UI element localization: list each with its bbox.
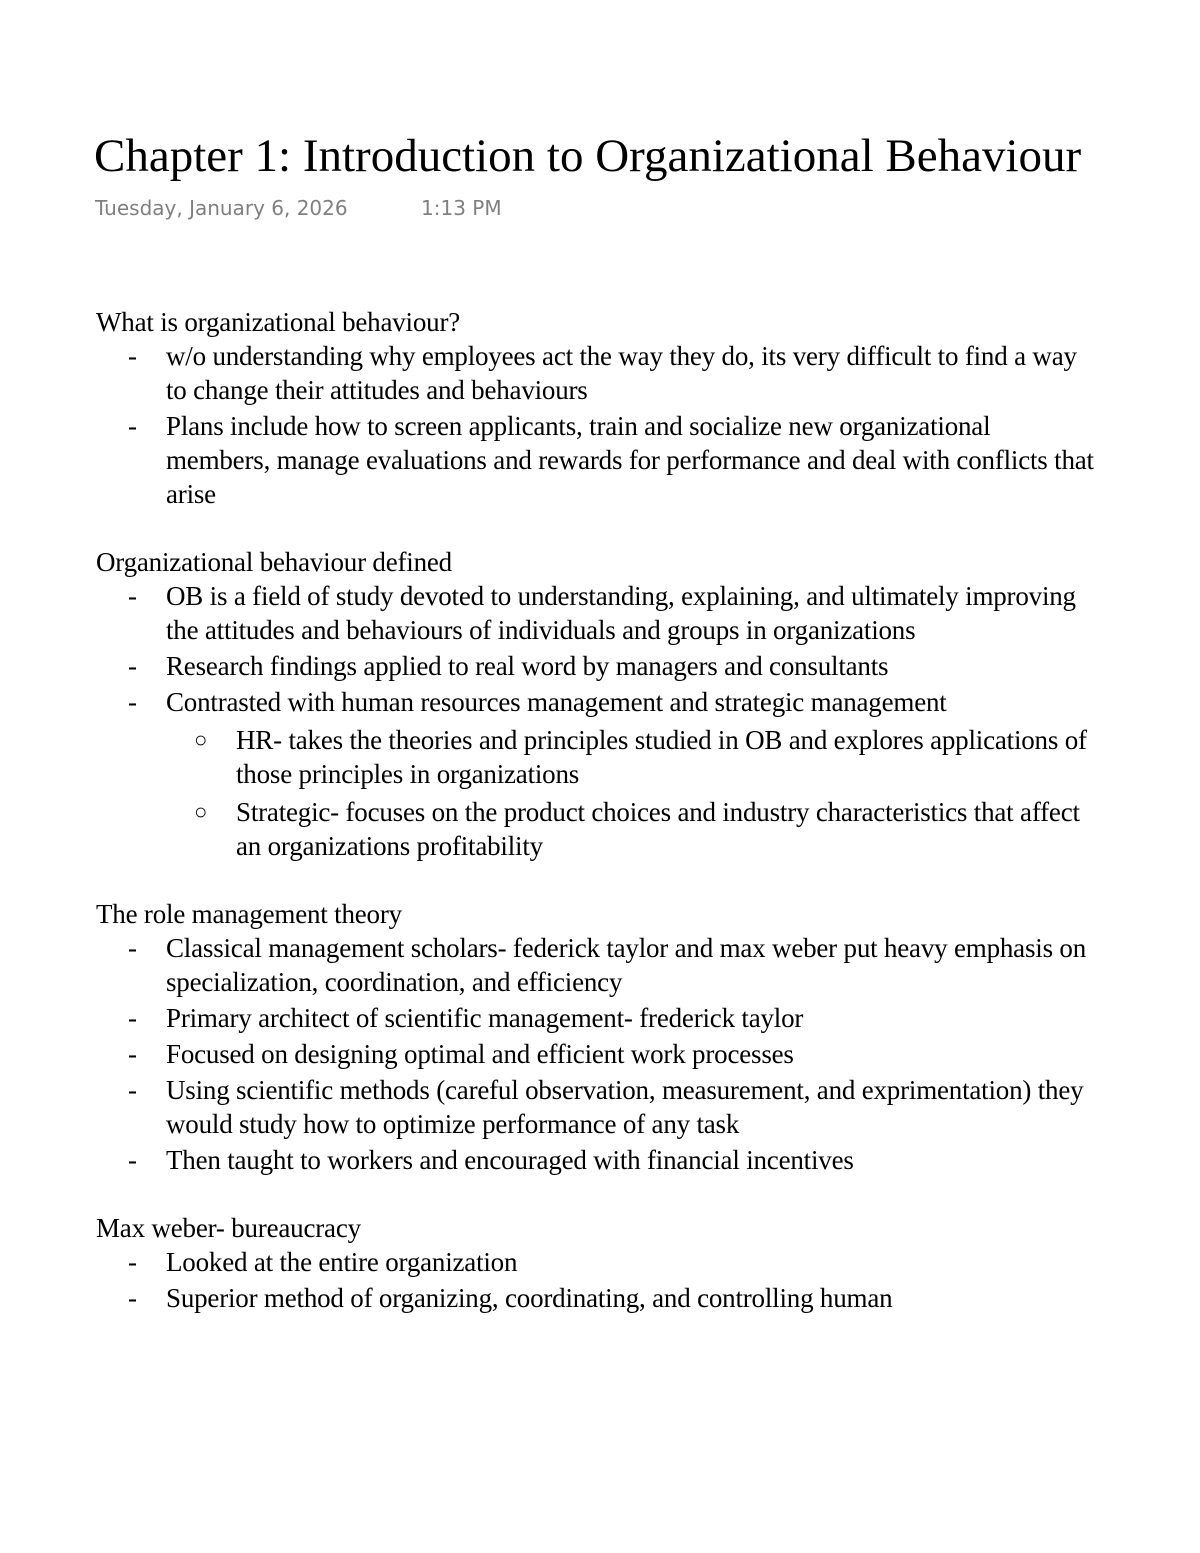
sub-list-item-text: Strategic- focuses on the product choices and industry characteristics that affect an organizations profitability — [236, 797, 1080, 861]
note-section — [96, 1211, 1096, 1315]
bullet-list — [96, 1245, 1096, 1315]
list-item-text: Using scientific methods (careful observation, measurement, and exprimentation) they would study how to optimize performance of any task — [166, 1075, 1084, 1139]
section-heading: Max weber- bureaucracy — [96, 1213, 361, 1243]
dash-bullet: - — [128, 341, 137, 371]
list-item-text: Classical management scholars- federick taylor and max weber put heavy emphasis on specialization, coordination, and efficiency — [166, 933, 1087, 997]
list-item — [96, 1073, 1096, 1141]
note-timestamp — [95, 194, 502, 222]
list-item — [96, 1281, 1096, 1315]
sub-list-item — [166, 723, 1096, 791]
list-item — [96, 685, 1096, 863]
list-item — [96, 1143, 1096, 1177]
dash-bullet: - — [128, 1075, 137, 1105]
note-body — [96, 305, 1096, 1433]
section-heading: The role management theory — [96, 899, 402, 929]
note-section — [96, 305, 1096, 511]
list-item-text: Then taught to workers and encouraged with financial incentives — [166, 1145, 854, 1175]
circle-bullet-icon: ○ — [194, 727, 208, 752]
bullet-list — [96, 931, 1096, 1177]
bullet-list — [96, 579, 1096, 863]
note-date: Tuesday, January 6, 2026 — [95, 196, 348, 220]
dash-bullet: - — [128, 1247, 137, 1277]
list-item-text: w/o understanding why employees act the way they do, its very difficult to find a way to change their attitudes and behaviours — [166, 341, 1077, 405]
list-item-text: Contrasted with human resources management and strategic management — [166, 687, 947, 717]
list-item — [96, 649, 1096, 683]
note-section — [96, 897, 1096, 1177]
page-title: Chapter 1: Introduction to Organizational Behaviour — [94, 130, 1082, 182]
dash-bullet: - — [128, 1145, 137, 1175]
note-time: 1:13 PM — [421, 196, 502, 220]
section-heading: Organizational behaviour defined — [96, 547, 452, 577]
sub-list-item-text: HR- takes the theories and principles studied in OB and explores applications of those principles in organizations — [236, 725, 1087, 789]
bullet-list — [96, 339, 1096, 511]
dash-bullet: - — [128, 933, 137, 963]
list-item-text: Research findings applied to real word by managers and consultants — [166, 651, 889, 681]
dash-bullet: - — [128, 1039, 137, 1069]
list-item-text: Primary architect of scientific management- frederick taylor — [166, 1003, 804, 1033]
list-item-text: Focused on designing optimal and efficient work processes — [166, 1039, 794, 1069]
list-item-text: Superior method of organizing, coordinating, and controlling human — [166, 1283, 893, 1313]
dash-bullet: - — [128, 651, 137, 681]
sub-bullet-list — [166, 723, 1096, 863]
note-section — [96, 545, 1096, 863]
dash-bullet: - — [128, 1283, 137, 1313]
list-item — [96, 1037, 1096, 1071]
list-item-text: Looked at the entire organization — [166, 1247, 518, 1277]
list-item-text: OB is a field of study devoted to understanding, explaining, and ultimately improving the attitudes and behaviours of individuals and groups in organizations — [166, 581, 1076, 645]
list-item — [96, 1245, 1096, 1279]
list-item — [96, 409, 1096, 511]
dash-bullet: - — [128, 581, 137, 611]
dash-bullet: - — [128, 1003, 137, 1033]
list-item-text: Plans include how to screen applicants, train and socialize new organizational members, manage evaluations and rewards for performance and deal with conflicts that arise — [166, 411, 1094, 509]
list-item — [96, 339, 1096, 407]
list-item — [96, 1001, 1096, 1035]
sub-list-item — [166, 795, 1096, 863]
circle-bullet-icon: ○ — [194, 799, 208, 824]
dash-bullet: - — [128, 687, 137, 717]
dash-bullet: - — [128, 411, 137, 441]
list-item — [96, 931, 1096, 999]
list-item — [96, 579, 1096, 647]
section-heading: What is organizational behaviour? — [96, 307, 461, 337]
